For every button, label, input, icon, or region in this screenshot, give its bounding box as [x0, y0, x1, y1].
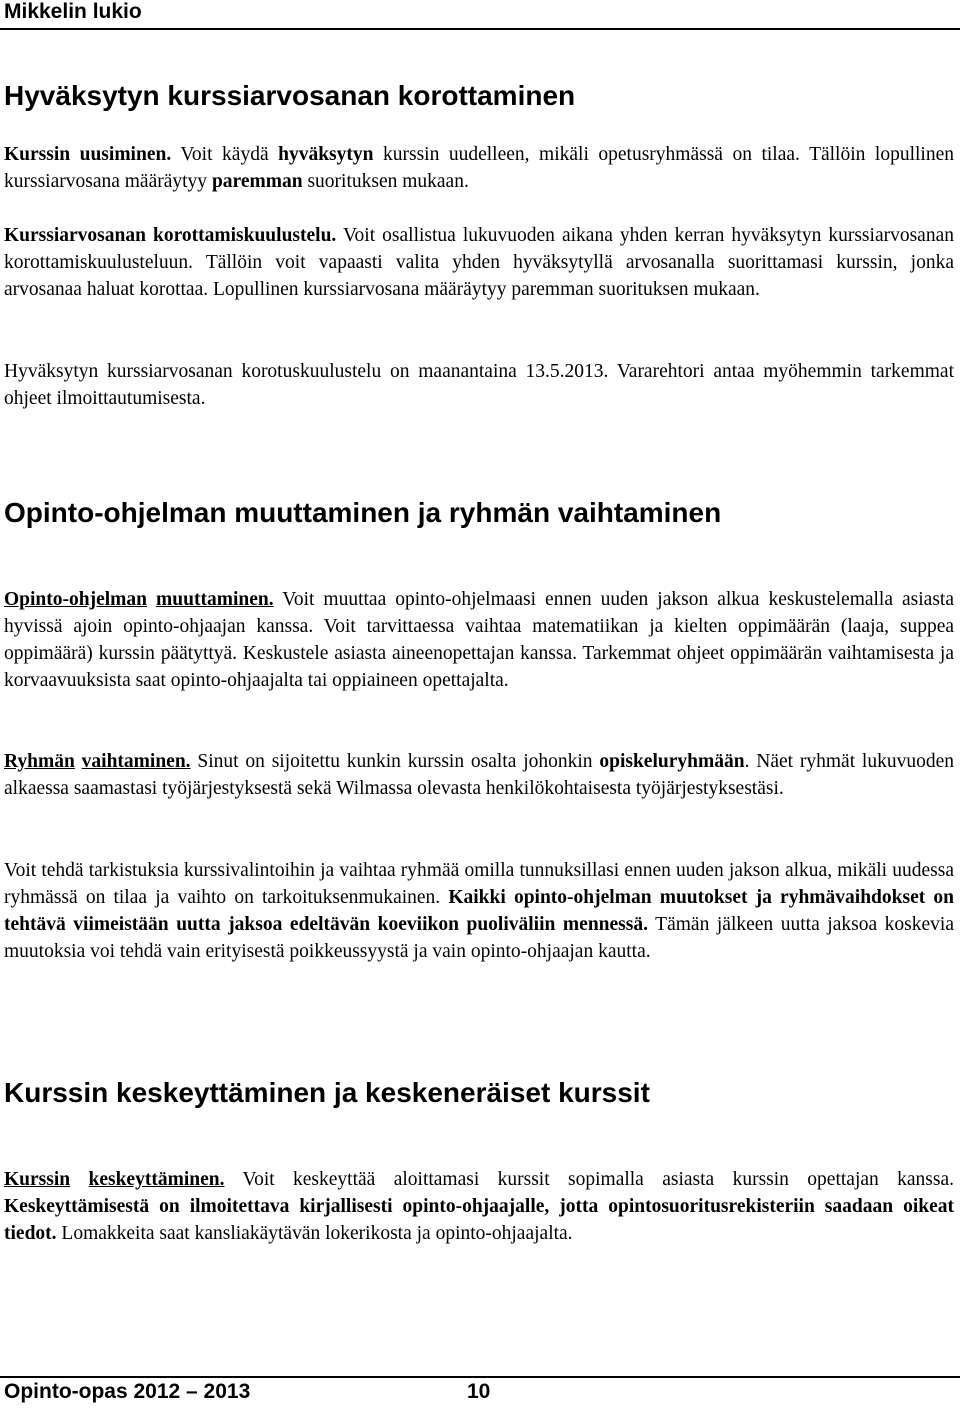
emphasis: hyväksytyn — [278, 144, 374, 165]
running-header: Mikkelin lukio — [4, 0, 142, 23]
text: Voit käydä — [171, 144, 279, 165]
paragraph-grade-exam — [4, 222, 954, 303]
text: Voit osallistua lukuvuoden aikana yhden kerran hyväksytyn kurssiarvosanan korottamiskuulusteluun. Tällöin voit vapaasti valita yhden hyväksytyllä arvosanalla suorittamasi kurssin, jonka arvosanaa haluat korottaa. Lopullinen kurssiarvosana määräytyy paremman suorituksen mukaan. — [4, 225, 954, 300]
text: . Näet ryhmät lukuvuoden alkaessa saamastasi työjärjestyksestä sekä Wilmassa olevasta henkilökohtaisesta työjärjestyksestäsi. — [4, 751, 955, 799]
lead-program-change-a: Opinto-ohjelman — [4, 589, 148, 610]
lead-interruption-a: Kurssin — [4, 1169, 71, 1190]
text: Voit keskeyttää aloittamasi kurssit sopimalla asiasta kurssin opettajan kanssa. — [224, 1169, 955, 1190]
section-heading-program-change: Opinto-ohjelman muuttaminen ja ryhmän vaihtaminen — [4, 497, 722, 528]
paragraph-group-deadline — [4, 857, 954, 965]
paragraph-exam-date: Hyväksytyn kurssiarvosanan korotuskuulustelu on maanantaina 13.5.2013. Vararehtori antaa myöhemmin tarkemmat ohjeet ilmoittautumisesta. — [4, 361, 954, 409]
page-number: 10 — [467, 1380, 491, 1403]
paragraph-group-change — [4, 748, 954, 802]
lead-group-change-a: Ryhmän — [4, 751, 75, 772]
text: Sinut on sijoitettu kunkin kurssin osalta johonkin — [190, 751, 600, 772]
text: Voit muuttaa opinto-ohjelmaasi ennen uuden jakson alkua keskustelemalla asiasta hyvissä ajoin opinto-ohjaajan kanssa. Voit tarvittaessa vaihtaa matematiikan ja kielten oppimäärän (laaja, suppea oppimäärä) kurssin päätyttyä. Keskustele asiasta aineenopettajan kanssa. Tarkemmat ohjeet oppimäärän vaihtamisesta ja korvaavuuksista saat opinto-ohjaajalta tai oppiaineen opettajalta. — [4, 589, 954, 691]
footer-rule — [0, 1376, 960, 1378]
text: suorituksen mukaan. — [302, 171, 469, 192]
emphasis: Keskeyttämisestä on ilmoitettava kirjallisesti opinto-ohjaajalle, jotta opintosuoritusrekisteriin saadaan oikeat tiedot. — [4, 1196, 954, 1244]
lead-group-change-b: vaihtaminen. — [81, 751, 191, 772]
lead-grade-exam: Kurssiarvosanan korottamiskuulustelu. — [4, 225, 337, 246]
header-rule — [0, 28, 960, 30]
section-heading-grade-raising: Hyväksytyn kurssiarvosanan korottaminen — [4, 80, 576, 111]
emphasis: paremman — [211, 171, 303, 192]
lead-interruption-b: keskeyttäminen. — [88, 1169, 225, 1190]
lead-course-retake: Kurssin uusiminen. — [4, 144, 172, 165]
lead-program-change-b: muuttaminen. — [156, 589, 274, 610]
text: kurssin uudelleen, mikäli opetusryhmässä on tilaa. Tällöin lopullinen kurssiarvosana määräytyy — [4, 144, 954, 192]
emphasis: opiskeluryhmään — [599, 751, 745, 772]
text: Voit tehdä tarkistuksia kurssivalintoihin ja vaihtaa ryhmää omilla tunnuksillasi ennen uuden jakson alkua, mikäli uudessa ryhmässä on tilaa ja vaihto on tarkoituksenmukainen. — [4, 860, 954, 908]
paragraph-program-change — [4, 586, 954, 694]
text: Lomakkeita saat kansliakäytävän lokerikosta ja opinto-ohjaajalta. — [56, 1223, 573, 1244]
section-heading-course-interruption: Kurssin keskeyttäminen ja keskeneräiset kurssit — [4, 1077, 650, 1108]
paragraph-course-retake — [4, 141, 954, 195]
emphasis: Kaikki opinto-ohjelman muutokset ja ryhmävaihdokset on tehtävä viimeistään uutta jaksoa edeltävän koeviikon puoliväliin mennessä. — [4, 887, 954, 935]
paragraph-course-interruption — [4, 1166, 954, 1247]
footer-title: Opinto-opas 2012 – 2013 — [4, 1380, 251, 1403]
text: Tämän jälkeen uutta jaksoa koskevia muutoksia voi tehdä vain erityisestä poikkeussyystä ja vain opinto-ohjaajan kautta. — [4, 914, 954, 962]
